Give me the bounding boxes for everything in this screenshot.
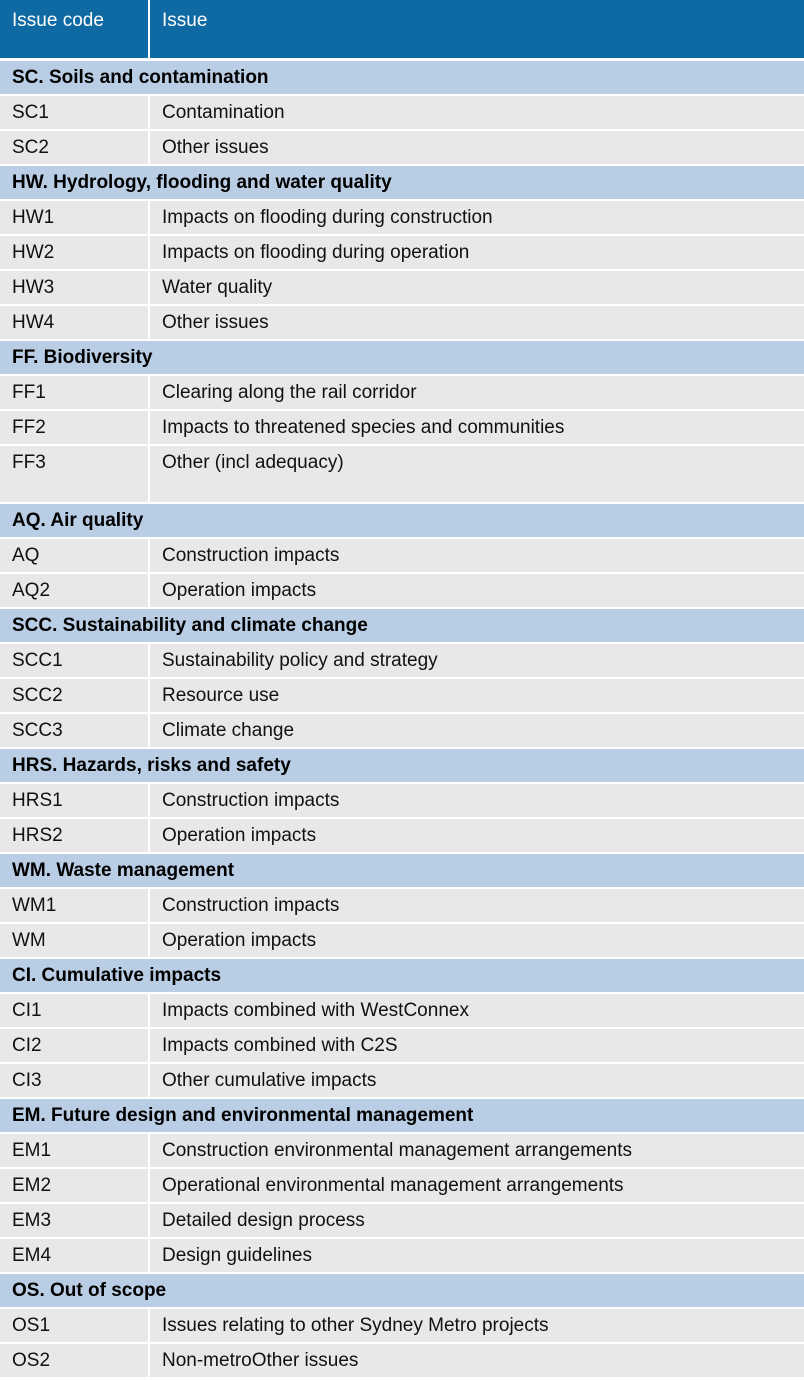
section-title: OS. Out of scope — [12, 1280, 167, 1301]
table-row — [0, 889, 804, 924]
table-row — [0, 1204, 804, 1239]
table-row — [0, 644, 804, 679]
issue-description-cell: Operation impacts — [162, 930, 317, 951]
section-title: HRS. Hazards, risks and safety — [12, 755, 291, 776]
section-title: SCC. Sustainability and climate change — [12, 615, 368, 636]
issue-code-cell: AQ — [0, 539, 150, 572]
issue-code-cell: SCC2 — [0, 679, 150, 712]
table-body — [0, 61, 804, 1379]
issue-code-cell: FF3 — [0, 446, 150, 502]
issue-description-cell: Operational environmental management arrangements — [162, 1175, 624, 1196]
issue-description-cell: Other issues — [162, 312, 269, 333]
issue-description-cell: Impacts combined with WestConnex — [162, 1000, 469, 1021]
issue-description-cell: Construction environmental management arrangements — [162, 1140, 632, 1161]
section-header-row — [0, 959, 804, 994]
table-row — [0, 1169, 804, 1204]
issue-code-cell: SC1 — [0, 96, 150, 129]
table-row — [0, 411, 804, 446]
issue-description-cell: Construction impacts — [162, 790, 340, 811]
section-title: SC. Soils and contamination — [12, 67, 269, 88]
issue-code-cell: HRS2 — [0, 819, 150, 852]
section-header-row — [0, 749, 804, 784]
table-row — [0, 446, 804, 504]
issue-code-cell: EM4 — [0, 1239, 150, 1272]
section-title: AQ. Air quality — [12, 510, 144, 531]
issue-code-cell: EM2 — [0, 1169, 150, 1202]
issue-description-cell: Other (incl adequacy) — [162, 452, 344, 473]
table-row — [0, 236, 804, 271]
issue-code-cell: WM1 — [0, 889, 150, 922]
table-row — [0, 714, 804, 749]
issue-code-cell: SCC1 — [0, 644, 150, 677]
issue-description-cell: Climate change — [162, 720, 295, 741]
issue-code-cell: HW4 — [0, 306, 150, 339]
issue-description-cell: Impacts on flooding during construction — [162, 207, 493, 228]
issue-description-cell: Contamination — [162, 102, 285, 123]
issue-description-cell: Impacts combined with C2S — [162, 1035, 398, 1056]
issue-description-cell: Operation impacts — [162, 580, 317, 601]
table-row — [0, 784, 804, 819]
table-row — [0, 96, 804, 131]
section-title: EM. Future design and environmental management — [12, 1105, 474, 1126]
issue-code-cell: OS2 — [0, 1344, 150, 1377]
issue-code-cell: EM1 — [0, 1134, 150, 1167]
issue-description-cell: Design guidelines — [162, 1245, 312, 1266]
issue-code-cell: CI2 — [0, 1029, 150, 1062]
issue-description-cell: Construction impacts — [162, 545, 340, 566]
issue-code-cell: HW3 — [0, 271, 150, 304]
issue-code-cell: HW2 — [0, 236, 150, 269]
issue-description-cell: Detailed design process — [162, 1210, 365, 1231]
issue-description-cell: Operation impacts — [162, 825, 317, 846]
table-row — [0, 1344, 804, 1379]
issue-code-cell: HW1 — [0, 201, 150, 234]
issue-description-cell: Other cumulative impacts — [162, 1070, 377, 1091]
section-header-row — [0, 504, 804, 539]
issue-code-cell: CI3 — [0, 1064, 150, 1097]
section-header-row — [0, 609, 804, 644]
issue-code-cell: AQ2 — [0, 574, 150, 607]
issue-code-cell: FF2 — [0, 411, 150, 444]
issue-description-cell: Resource use — [162, 685, 280, 706]
section-header-row — [0, 854, 804, 889]
issue-code-cell: WM — [0, 924, 150, 957]
issue-description-cell: Non-metroOther issues — [162, 1350, 359, 1371]
section-title: HW. Hydrology, flooding and water quality — [12, 172, 392, 193]
table-row — [0, 1309, 804, 1344]
table-row — [0, 574, 804, 609]
issue-code-cell: SC2 — [0, 131, 150, 164]
table-row — [0, 819, 804, 854]
header-issue-code: Issue code — [0, 0, 150, 58]
issue-description-cell: Other issues — [162, 137, 269, 158]
section-header-row — [0, 166, 804, 201]
table-row — [0, 1029, 804, 1064]
issue-description-cell: Sustainability policy and strategy — [162, 650, 438, 671]
section-header-row — [0, 61, 804, 96]
issue-description-cell: Clearing along the rail corridor — [162, 382, 417, 403]
section-title: FF. Biodiversity — [12, 347, 153, 368]
issue-code-cell: FF1 — [0, 376, 150, 409]
table-row — [0, 679, 804, 714]
section-header-row — [0, 1274, 804, 1309]
table-row — [0, 1134, 804, 1169]
table-row — [0, 306, 804, 341]
issue-description-cell: Water quality — [162, 277, 273, 298]
header-issue: Issue — [162, 10, 208, 31]
table-header — [0, 0, 804, 61]
table-row — [0, 1239, 804, 1274]
table-row — [0, 539, 804, 574]
section-header-row — [0, 341, 804, 376]
table-row — [0, 131, 804, 166]
issue-description-cell: Issues relating to other Sydney Metro projects — [162, 1315, 549, 1336]
issue-code-cell: OS1 — [0, 1309, 150, 1342]
table-row — [0, 271, 804, 306]
issue-code-cell: EM3 — [0, 1204, 150, 1237]
table-row — [0, 1064, 804, 1099]
issue-code-cell: SCC3 — [0, 714, 150, 747]
issue-description-cell: Construction impacts — [162, 895, 340, 916]
section-title: CI. Cumulative impacts — [12, 965, 222, 986]
issue-code-cell: CI1 — [0, 994, 150, 1027]
table-row — [0, 924, 804, 959]
section-header-row — [0, 1099, 804, 1134]
issue-code-cell: HRS1 — [0, 784, 150, 817]
issue-description-cell: Impacts on flooding during operation — [162, 242, 470, 263]
section-title: WM. Waste management — [12, 860, 235, 881]
table-row — [0, 994, 804, 1029]
table-row — [0, 376, 804, 411]
table-row — [0, 201, 804, 236]
issue-description-cell: Impacts to threatened species and communities — [162, 417, 565, 438]
